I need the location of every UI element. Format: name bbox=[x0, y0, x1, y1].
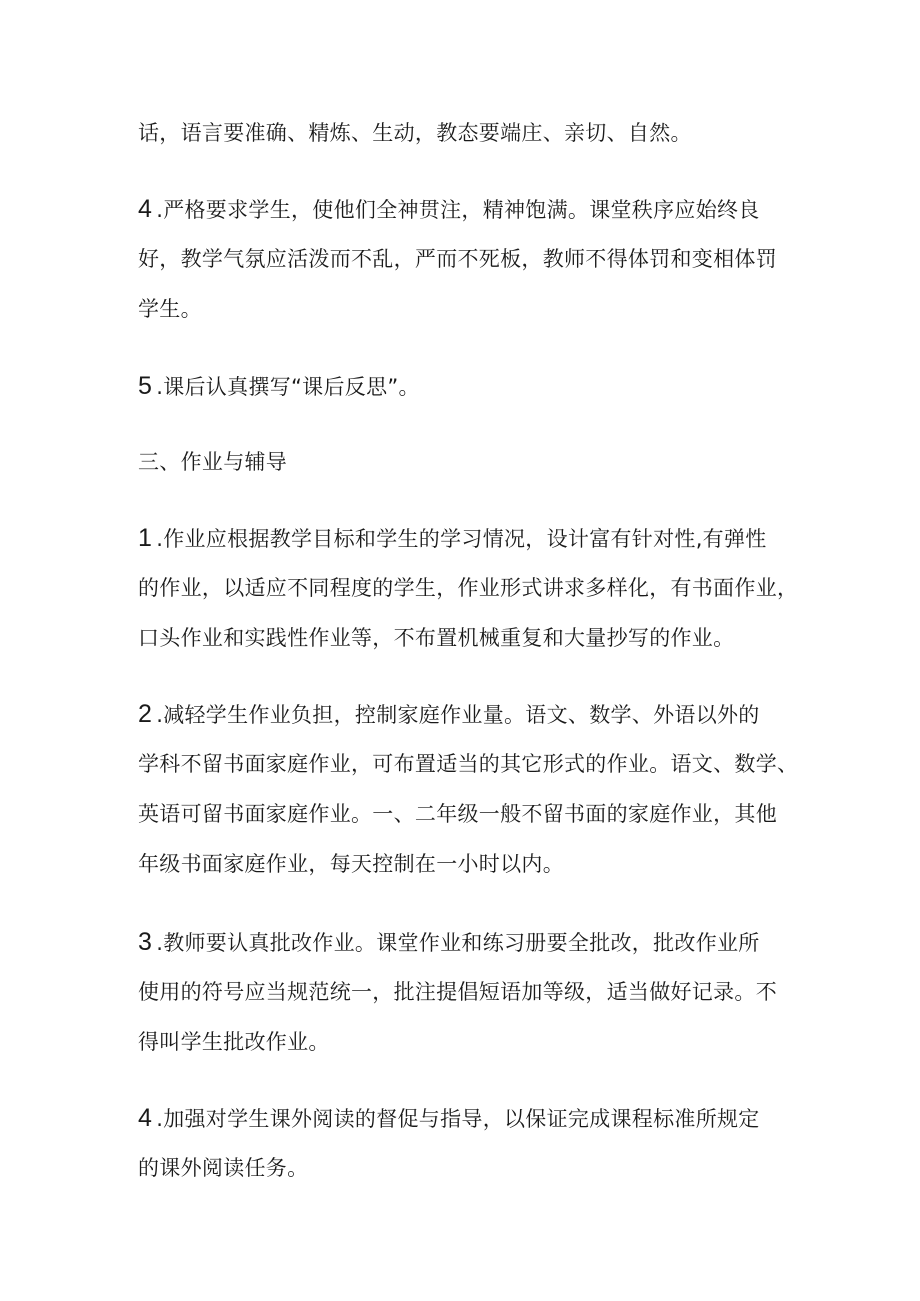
paragraph-line bbox=[138, 118, 798, 148]
line-text: 年级书面家庭作业，每天控制在一小时以内。 bbox=[138, 852, 564, 876]
section-heading bbox=[138, 447, 798, 477]
paragraph-line bbox=[138, 1153, 798, 1183]
line-text: 使用的符号应当规范统一，批注提倡短语加等级，适当做好记录。不 bbox=[138, 980, 777, 1004]
paragraph-line bbox=[138, 244, 798, 274]
list-number: 4 bbox=[138, 195, 153, 223]
paragraph-line bbox=[138, 799, 798, 829]
paragraph-line bbox=[138, 623, 798, 653]
line-text: 的课外阅读任务。 bbox=[138, 1156, 309, 1180]
paragraph-line bbox=[138, 523, 798, 553]
paragraph-line bbox=[138, 849, 798, 879]
line-text: .严格要求学生，使他们全神贯注，精神饱满。课堂秩序应始终良 bbox=[156, 198, 760, 222]
line-text: 学科不留书面家庭作业，可布置适当的其它形式的作业。语文、数学、 bbox=[138, 752, 799, 776]
paragraph-line bbox=[138, 699, 798, 729]
line-text: .课后认真撰写“课后反思”。 bbox=[156, 375, 420, 399]
paragraph-line bbox=[138, 371, 798, 401]
paragraph-line bbox=[138, 927, 798, 957]
list-number: 4 bbox=[138, 1104, 153, 1132]
line-text: 话，语言要准确、精炼、生动，教态要端庄、亲切、自然。 bbox=[138, 121, 692, 145]
list-number: 3 bbox=[138, 928, 153, 956]
line-text: 的作业，以适应不同程度的学生，作业形式讲求多样化，有书面作业， bbox=[138, 576, 799, 600]
line-text: 口头作业和实践性作业等，不布置机械重复和大量抄写的作业。 bbox=[138, 626, 735, 650]
paragraph-line bbox=[138, 294, 798, 324]
paragraph-line bbox=[138, 194, 798, 224]
line-text: .加强对学生课外阅读的督促与指导，以保证完成课程标准所规定 bbox=[156, 1107, 760, 1131]
list-number: 1 bbox=[138, 524, 153, 552]
paragraph-line bbox=[138, 977, 798, 1007]
line-text: 学生。 bbox=[138, 297, 202, 321]
paragraph-line bbox=[138, 1103, 798, 1133]
line-text: 英语可留书面家庭作业。一、二年级一般不留书面的家庭作业，其他 bbox=[138, 802, 777, 826]
paragraph-line bbox=[138, 573, 798, 603]
list-number: 2 bbox=[138, 700, 153, 728]
line-text: .减轻学生作业负担，控制家庭作业量。语文、数学、外语以外的 bbox=[156, 703, 760, 727]
heading-text: 三、作业与辅导 bbox=[138, 450, 288, 474]
paragraph-line bbox=[138, 1027, 798, 1057]
line-text: 得叫学生批改作业。 bbox=[138, 1030, 330, 1054]
paragraph-line bbox=[138, 749, 798, 779]
list-number: 5 bbox=[138, 372, 153, 400]
line-text: .作业应根据教学目标和学生的学习情况，设计富有针对性,有弹性 bbox=[156, 527, 767, 551]
line-text: 好，教学气氛应活泼而不乱，严而不死板，教师不得体罚和变相体罚 bbox=[138, 247, 777, 271]
line-text: .教师要认真批改作业。课堂作业和练习册要全批改，批改作业所 bbox=[156, 931, 760, 955]
